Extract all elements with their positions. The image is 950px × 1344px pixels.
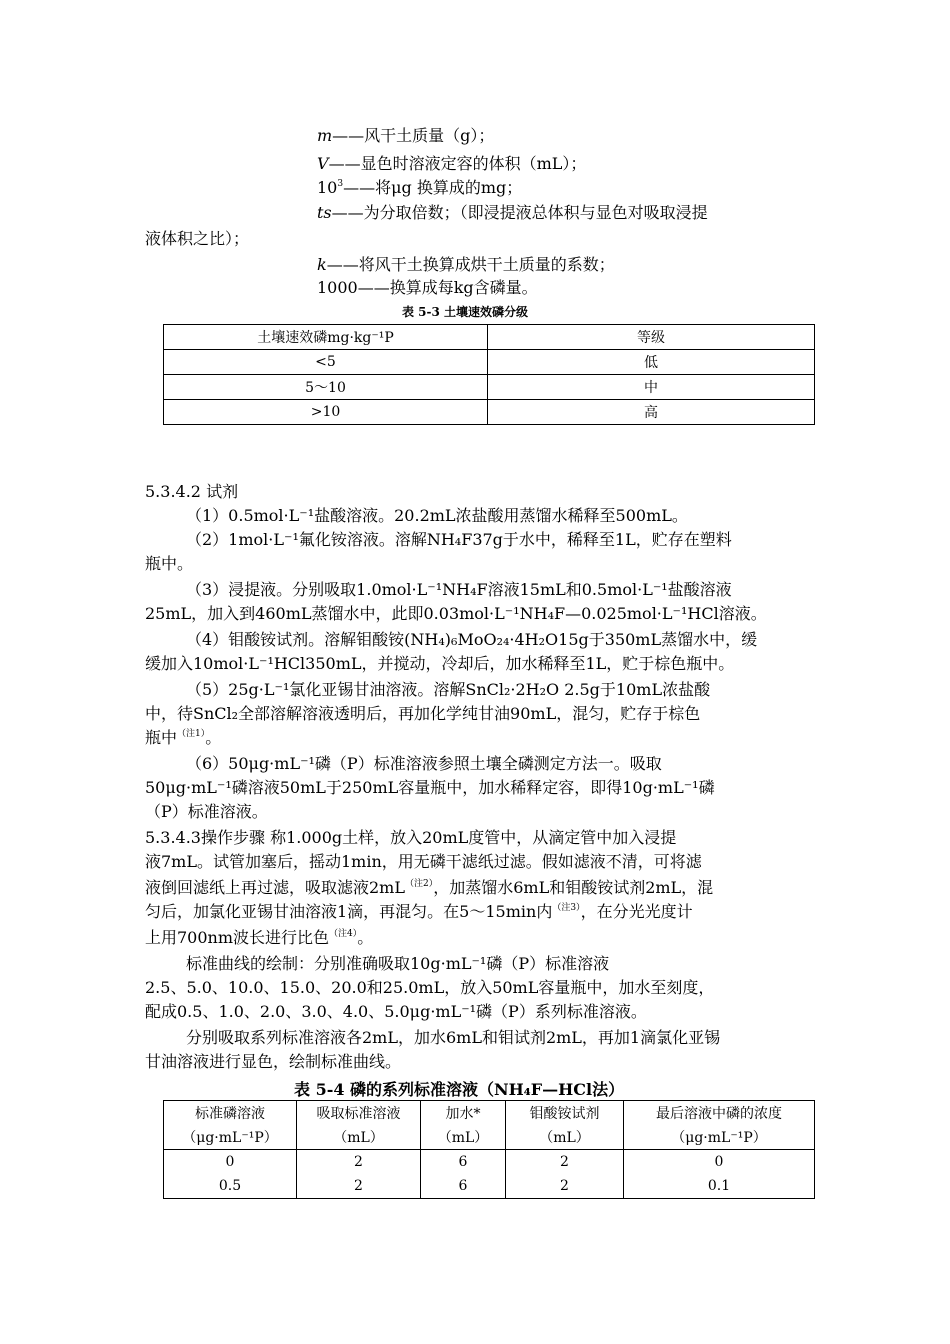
procedure-text: ，加蒸馏水6mL和钼酸铵试剂2mL，混 [433, 878, 714, 897]
table-header-cell: 加水* [421, 1101, 506, 1126]
standard-curve-line-5: 甘油溶液进行显色，绘制标准曲线。 [145, 1052, 402, 1071]
reagent-2-line-1: （2）1mol·L⁻¹氟化铵溶液。溶解NH₄F37g于水中，稀释至1L，贮存在塑料 [186, 530, 732, 549]
def-ts [317, 203, 708, 223]
def-text: ——将μg 换算成的mg； [343, 178, 523, 197]
footnote-marker: （注4） [329, 929, 358, 939]
table-header-cell: 钼酸铵试剂 [506, 1101, 624, 1126]
table-unit-cell: （mL） [297, 1125, 421, 1150]
standard-curve-line-4: 分别吸取系列标准溶液各2mL，加水6mL和钼试剂2mL，再加1滴氯化亚锡 [186, 1028, 721, 1047]
table-cell: >10 [164, 400, 488, 425]
table-cell: 2 [297, 1174, 421, 1199]
def-text: ——显色时溶液定容的体积（mL）； [328, 154, 587, 173]
table-cell: <5 [164, 350, 488, 375]
standard-curve-line-1: 标准曲线的绘制：分别准确吸取10g·mL⁻¹磷（P）标准溶液 [186, 954, 610, 973]
table-cell: 0.1 [624, 1174, 815, 1199]
table-5-4-caption: 表 5-4 磷的系列标准溶液（NH₄F—HCl法） [294, 1080, 625, 1099]
def-v [317, 154, 586, 174]
table-unit-cell: （μg·mL⁻¹P） [624, 1125, 815, 1150]
def-k [317, 255, 615, 275]
table-cell: 高 [488, 400, 815, 425]
table-cell: 中 [488, 375, 815, 400]
def-ten3 [317, 178, 522, 198]
table-row [164, 375, 815, 400]
reagent-6-line-2: 50μg·mL⁻¹磷溶液50mL于250mL容量瓶中，加水稀释定容，即得10g·mL⁻¹磷 [145, 778, 715, 797]
procedure-line-5 [145, 928, 373, 948]
standard-curve-line-2: 2.5、5.0、10.0、15.0、20.0和25.0mL，放入50mL容量瓶中，加水至刻度， [145, 978, 715, 997]
reagent-2-line-2: 瓶中。 [145, 554, 194, 573]
def-exponent: 3 [337, 179, 344, 189]
footnote-marker: （注3） [552, 903, 581, 913]
def-symbol: V [317, 154, 329, 173]
table-units-row [164, 1125, 815, 1150]
procedure-text: 上用700nm波长进行比色 [145, 928, 330, 947]
table-cell: 低 [488, 350, 815, 375]
table-header-cell: 土壤速效磷mg·kg⁻¹P [164, 325, 488, 350]
reagent-4-line-2: 缓加入10mol·L⁻¹HCl350mL，并搅动，冷却后，加水稀释至1L，贮于棕色瓶中。 [145, 654, 735, 673]
reagent-3-line-2: 25mL，加入到460mL蒸馏水中，此即0.03mol·L⁻¹NH₄F—0.025mol·L⁻¹HCl溶液。 [145, 604, 767, 623]
reagent-5-end: 。 [205, 728, 222, 747]
reagent-5-text: 瓶中 [145, 728, 178, 747]
reagent-5-line-3 [145, 728, 221, 748]
table-cell: 6 [421, 1174, 506, 1199]
def-text: ——为分取倍数；（即浸提液总体积与显色对吸取浸提 [331, 203, 708, 222]
table-cell: 0.5 [164, 1174, 297, 1199]
table-header-cell: 吸取标准溶液 [297, 1101, 421, 1126]
table-cell: 2 [506, 1174, 624, 1199]
def-symbol: k [317, 255, 327, 274]
table-5-3-caption: 表 5-3 土壤速效磷分级 [402, 305, 529, 319]
table-unit-cell: （mL） [421, 1125, 506, 1150]
table-header-row [164, 325, 815, 350]
table-unit-cell: （μg·mL⁻¹P） [164, 1125, 297, 1150]
procedure-text: 液倒回滤纸上再过滤，吸取滤液2mL [145, 878, 405, 897]
def-symbol: ts [317, 203, 332, 222]
table-header-row [164, 1101, 815, 1126]
table-cell: 5～10 [164, 375, 488, 400]
table-cell: 2 [297, 1150, 421, 1175]
table-cell: 6 [421, 1150, 506, 1175]
footnote-marker: （注1） [177, 729, 206, 739]
def-1000: 1000——换算成每kg含磷量。 [317, 278, 538, 297]
def-symbol: 10 [317, 178, 338, 197]
reagent-5-line-1: （5）25g·L⁻¹氯化亚锡甘油溶液。溶解SnCl₂·2H₂O 2.5g于10mL浓盐酸 [186, 680, 711, 699]
table-unit-cell: （mL） [506, 1125, 624, 1150]
reagent-3-line-1: （3）浸提液。分别吸取1.0mol·L⁻¹NH₄F溶液15mL和0.5mol·L⁻¹盐酸溶液 [186, 580, 732, 599]
procedure-text: 匀后，加氯化亚锡甘油溶液1滴，再混匀。在5～15min内 [145, 902, 553, 921]
table-5-4 [163, 1100, 815, 1199]
reagent-4-line-1: （4）钼酸铵试剂。溶解钼酸铵(NH₄)₆MoO₂₄·4H₂O15g于350mL蒸馏水中，缓 [186, 630, 758, 649]
reagent-5-line-2: 中，待SnCl₂全部溶解溶液透明后，再加化学纯甘油90mL，混匀，贮存于棕色 [145, 704, 701, 723]
table-cell: 0 [164, 1150, 297, 1175]
table-row [164, 1174, 815, 1199]
standard-curve-line-3: 配成0.5、1.0、2.0、3.0、4.0、5.0μg·mL⁻¹磷（P）系列标准溶液。 [145, 1002, 647, 1021]
def-text: ——风干土质量（g）； [332, 126, 495, 145]
procedure-line-4 [145, 902, 693, 922]
footnote-marker: （注2） [404, 879, 434, 889]
procedure-text: 。 [357, 928, 374, 947]
procedure-line-3 [145, 878, 713, 898]
table-header-cell: 等级 [488, 325, 815, 350]
def-text: ——将风干土换算成烘干土质量的系数； [326, 255, 615, 274]
def-symbol: m [317, 126, 333, 145]
procedure-line-1: 5.3.4.3操作步骤 称1.000g土样，放入20mL度管中，从滴定管中加入浸提 [145, 828, 677, 847]
table-row [164, 1150, 815, 1175]
procedure-line-2: 液7mL。试管加塞后，摇动1min，用无磷干滤纸过滤。假如滤液不清，可将滤 [145, 852, 702, 871]
def-m [317, 126, 494, 146]
table-5-3 [163, 324, 815, 425]
table-cell: 2 [506, 1150, 624, 1175]
reagent-1: （1）0.5mol·L⁻¹盐酸溶液。20.2mL浓盐酸用蒸馏水稀释至500mL。 [186, 506, 688, 525]
table-row [164, 400, 815, 425]
procedure-text: ，在分光光度计 [580, 902, 693, 921]
section-heading-reagents: 5.3.4.2 试剂 [145, 482, 239, 501]
reagent-6-line-3: （P）标准溶液。 [145, 802, 268, 821]
reagent-6-line-1: （6）50μg·mL⁻¹磷（P）标准溶液参照土壤全磷测定方法一。吸取 [186, 754, 662, 773]
table-cell: 0 [624, 1150, 815, 1175]
table-header-cell: 标准磷溶液 [164, 1101, 297, 1126]
def-ts-continued: 液体积之比）； [145, 229, 250, 248]
table-header-cell: 最后溶液中磷的浓度 [624, 1101, 815, 1126]
table-row [164, 350, 815, 375]
